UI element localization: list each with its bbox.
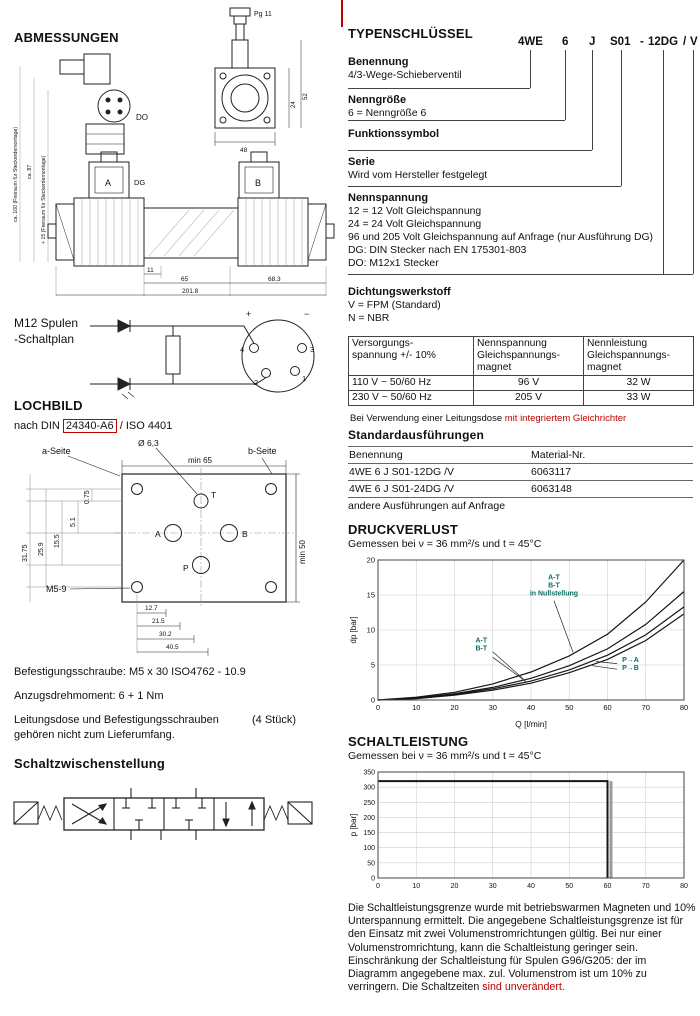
coil-a-label: A	[105, 178, 112, 188]
dim-15-5: 15.5	[54, 534, 61, 548]
svg-text:300: 300	[363, 784, 375, 792]
svg-text:70: 70	[641, 703, 650, 712]
cell-nominal-power: 32 W	[584, 376, 694, 391]
schaltleistung-title: SCHALTLEISTUNG	[348, 734, 469, 749]
svg-text:20: 20	[450, 883, 459, 890]
svg-text:250: 250	[363, 799, 375, 807]
leitungsdose-stueck: (4 Stück)	[252, 714, 297, 726]
min65-label: min 65	[187, 456, 213, 465]
leader-12dg	[663, 50, 664, 274]
svg-text:p [bar]: p [bar]	[349, 813, 358, 837]
section-line: 6 = Nenngröße 6	[348, 108, 427, 119]
svg-text:15: 15	[366, 590, 375, 600]
rule-funktionssymbol	[348, 150, 592, 151]
section-line: 12 = 12 Volt Gleichspannung	[348, 206, 482, 217]
leader-6	[565, 50, 566, 120]
header-line: Nennleistung	[587, 338, 648, 349]
paragraph-part2-text: Einschränkung der Schaltleistung für Spulen G96/G205: der im Diagramm angegebene max. zul. Volumenstrom ist um 10% zu verringern. Die Schaltzeiten	[348, 954, 647, 994]
dim-11: 11	[147, 267, 154, 274]
dim-40-5: 40.5	[166, 644, 179, 651]
svg-text:dp [bar]: dp [bar]	[349, 616, 358, 644]
pg11-label: Pg 11	[254, 11, 272, 18]
svg-text:20: 20	[450, 703, 459, 712]
section-line: 4/3-Wege-Schieberventil	[348, 70, 462, 81]
header-line: Gleichspannungs-	[477, 350, 560, 361]
svg-text:0: 0	[370, 695, 375, 705]
header-line: Versorgungs-	[352, 338, 414, 349]
cell-type: 4WE 6 J S01-24DG /V	[348, 481, 530, 498]
table-row	[348, 447, 693, 464]
dim-201-8: 201.8	[182, 288, 199, 295]
typenschluessel-title: TYPENSCHLÜSSEL	[348, 26, 473, 41]
port-p-label: P	[183, 563, 189, 573]
schaltzwischenstellung-title: Schaltzwischenstellung	[14, 756, 166, 771]
header-line: spannung +/- 10%	[352, 350, 436, 361]
schaltleistung-subtitle: Gemessen bei ν = 36 mm²/s und t = 45°C	[348, 750, 542, 762]
svg-text:0: 0	[376, 883, 380, 890]
anzugsdrehmoment-note: Anzugsdrehmoment: 6 + 1 Nm	[14, 690, 164, 702]
schaltleistung-paragraph	[348, 902, 696, 994]
dim-30-2: 30.2	[159, 631, 172, 638]
code-part-6: 6	[562, 36, 569, 48]
m12-wiring-diagram	[88, 306, 336, 402]
rule-benennung	[348, 88, 530, 89]
table-row	[349, 391, 694, 406]
table-row	[349, 376, 694, 391]
lochbild-subtitle	[14, 420, 172, 432]
port-b-label: B	[242, 529, 248, 539]
druckverlust-chart	[348, 554, 693, 730]
leitungsdose-note-line1: Leitungsdose und Befestigungsschrauben	[14, 714, 219, 726]
svg-text:60: 60	[603, 703, 612, 712]
dim-ca100: ca. 100 (Freiraum für Steckerdemontage)	[13, 126, 19, 222]
top-red-mark	[341, 0, 343, 27]
voltage-table-header-row	[349, 337, 694, 376]
dim-21-5: 21.5	[152, 618, 165, 625]
standard-header-benennung: Benennung	[348, 447, 530, 464]
min50-label: min 50	[298, 539, 307, 565]
code-part-12dg: 12DG	[648, 36, 679, 48]
svg-text:30: 30	[488, 703, 497, 712]
paragraph-part2	[348, 955, 696, 995]
pin1-label: 1	[302, 374, 307, 383]
code-part-4we: 4WE	[518, 36, 543, 48]
dim-68-3: 68.3	[268, 276, 281, 283]
minus-label: −	[304, 309, 310, 319]
dim-5-1: 5.1	[70, 517, 77, 527]
hole-diameter-label: Ø 6,3	[138, 438, 159, 448]
section-heading-funktionssymbol: Funktionssymbol	[348, 128, 440, 140]
leader-4we	[530, 50, 531, 88]
svg-text:10: 10	[412, 703, 421, 712]
svg-text:Q [l/min]: Q [l/min]	[515, 719, 547, 729]
cell-supply-voltage: 230 V ~ 50/60 Hz	[349, 391, 474, 406]
svg-text:100: 100	[363, 845, 375, 853]
pin2-label: 2	[254, 378, 259, 387]
section-heading-dichtungswerkstoff: Dichtungswerkstoff	[348, 286, 451, 298]
schaltleistung-chart	[348, 766, 693, 898]
port-a-label: A	[155, 529, 161, 539]
svg-text:40: 40	[527, 883, 535, 890]
section-line: 24 = 24 Volt Gleichspannung	[348, 219, 482, 230]
svg-text:P→AP→B: P→A P→B	[622, 657, 639, 673]
header-line: magnet	[477, 362, 512, 373]
leader-s01	[621, 50, 622, 186]
standard-header-materialnr: Material-Nr.	[530, 447, 693, 464]
dim-plus15: + 15 (Freiraum für Steckerdemontage)	[41, 155, 47, 244]
code-part-slash: /	[683, 36, 687, 48]
dim-31-75: 31.75	[22, 544, 29, 562]
port-t-label: T	[211, 490, 217, 500]
header-line: magnet	[587, 362, 622, 373]
svg-text:5: 5	[370, 660, 375, 670]
druckverlust-title: DRUCKVERLUST	[348, 522, 459, 537]
footnote-normal: Bei Verwendung einer Leitungsdose	[350, 413, 503, 424]
svg-text:0: 0	[375, 703, 381, 712]
svg-text:40: 40	[526, 703, 536, 712]
rule-nenngroesse	[348, 120, 565, 121]
code-part-j: J	[589, 36, 596, 48]
dim-25-9: 25.9	[38, 542, 45, 556]
standardausfuehrungen-title: Standardausführungen	[348, 428, 485, 442]
leader-j	[592, 50, 593, 150]
do-label: DO	[136, 113, 148, 122]
dim-52: 52	[303, 93, 309, 100]
cell-nominal-voltage: 205 V	[474, 391, 584, 406]
cell-material-nr: 6063148	[530, 481, 693, 498]
dg-label: DG	[134, 178, 146, 187]
svg-text:80: 80	[679, 703, 689, 712]
section-line: 96 und 205 Volt Gleichspannung auf Anfrage (nur Ausführung DG)	[348, 232, 654, 243]
code-part-v: V	[690, 36, 698, 48]
svg-text:10: 10	[366, 625, 375, 635]
code-part-dash: -	[640, 36, 644, 48]
cell-type: 4WE 6 J S01-12DG /V	[348, 464, 530, 481]
section-line: Wird vom Hersteller festgelegt	[348, 170, 488, 181]
plus-label: +	[246, 309, 252, 319]
paragraph-part1: Die Schaltleistungsgrenze wurde mit betriebswarmen Magneten und 10% Unterspannung ermittelt. Die angegebene Schaltleistungsgrenze ist für den Einsatz mit zwei Volumenstromrichtungen gültig. Bei nur einer Volumenstromrichtung, kann die Schaltleistung geringer sein.	[348, 902, 696, 954]
header-line: Nennspannung	[477, 338, 547, 349]
rule-serie	[348, 186, 621, 187]
m12-title-line2: -Schaltplan	[14, 332, 75, 346]
valve-dimension-drawing	[4, 4, 340, 302]
svg-text:200: 200	[363, 814, 375, 822]
code-part-s01: S01	[610, 36, 631, 48]
svg-text:A-TB-T: A-T B-T	[475, 637, 488, 653]
svg-text:80: 80	[680, 883, 688, 890]
cell-supply-voltage: 110 V ~ 50/60 Hz	[349, 376, 474, 391]
voltage-table	[348, 336, 694, 406]
pin3-label: 3	[310, 345, 315, 354]
leader-v	[693, 50, 694, 274]
section-line: V = FPM (Standard)	[348, 300, 441, 311]
footnote-red: mit integriertem Gleichrichter	[504, 413, 627, 424]
section-line: N = NBR	[348, 313, 390, 324]
a-seite-label: a-Seite	[42, 446, 71, 456]
table-row	[348, 464, 693, 481]
svg-text:50: 50	[367, 860, 375, 868]
druckverlust-subtitle: Gemessen bei ν = 36 mm²/s und t = 45°C	[348, 538, 542, 550]
section-heading-nenngroesse: Nenngröße	[348, 94, 407, 106]
cell-nominal-power: 33 W	[584, 391, 694, 406]
voltage-header-nennleistung	[584, 337, 694, 376]
voltage-table-footnote	[350, 413, 626, 424]
pin4-label: 4	[240, 345, 245, 354]
dim-65: 65	[181, 276, 189, 283]
section-line: DG: DIN Stecker nach EN 175301-803	[348, 245, 527, 256]
leitungsdose-note-line2: gehören nicht zum Lieferumfang.	[14, 729, 175, 741]
svg-text:A-TB-Tin Nullstellung: A-T B-T in Nullstellung	[529, 574, 579, 598]
dim-48: 48	[240, 147, 248, 154]
header-line: Gleichspannungs-	[587, 350, 670, 361]
voltage-header-nennspannung	[474, 337, 584, 376]
cell-material-nr: 6063117	[530, 464, 693, 481]
coil-b-label: B	[255, 178, 262, 188]
svg-text:350: 350	[363, 769, 375, 777]
svg-text:10: 10	[412, 883, 421, 890]
svg-text:30: 30	[488, 883, 497, 890]
standard-note: andere Ausführungen auf Anfrage	[348, 500, 506, 512]
lochbild-din-number: 24340-A6	[63, 419, 117, 433]
dim-ca87: ca. 87	[27, 164, 33, 179]
b-seite-label: b-Seite	[248, 446, 277, 456]
section-line: DO: M12x1 Stecker	[348, 258, 439, 269]
dim-12-7: 12.7	[145, 605, 158, 612]
lochbild-subtitle-prefix: nach DIN	[14, 420, 60, 432]
abmessungen-title: ABMESSUNGEN	[14, 30, 119, 45]
section-heading-nennspannung: Nennspannung	[348, 192, 429, 204]
dim-0-75: 0.75	[84, 490, 91, 504]
svg-text:60: 60	[603, 883, 612, 890]
paragraph-red-text: sind unverändert.	[482, 981, 565, 994]
svg-text:20: 20	[366, 555, 375, 565]
section-heading-benennung: Benennung	[348, 56, 409, 68]
lochbild-subtitle-suffix: / ISO 4401	[119, 420, 173, 432]
section-heading-serie: Serie	[348, 156, 375, 168]
dim-24: 24	[291, 101, 297, 108]
voltage-header-versorgung	[349, 337, 474, 376]
m12-title-line1: M12 Spulen	[14, 316, 79, 330]
befestigungsschraube-note: Befestigungsschraube: M5 x 30 ISO4762 - 10.9	[14, 666, 246, 678]
table-row	[348, 481, 693, 498]
lochbild-drawing	[4, 434, 340, 658]
standard-table	[348, 446, 693, 498]
svg-text:50: 50	[565, 883, 574, 890]
rule-nennspannung	[348, 274, 693, 275]
m5-9-label: M5-9	[46, 584, 67, 594]
valve-symbol-diagram	[6, 776, 336, 848]
cell-nominal-voltage: 96 V	[474, 376, 584, 391]
svg-text:0: 0	[371, 875, 375, 883]
lochbild-title: LOCHBILD	[14, 398, 83, 413]
svg-text:70: 70	[641, 883, 650, 890]
svg-text:150: 150	[363, 830, 375, 838]
svg-text:50: 50	[565, 703, 574, 712]
